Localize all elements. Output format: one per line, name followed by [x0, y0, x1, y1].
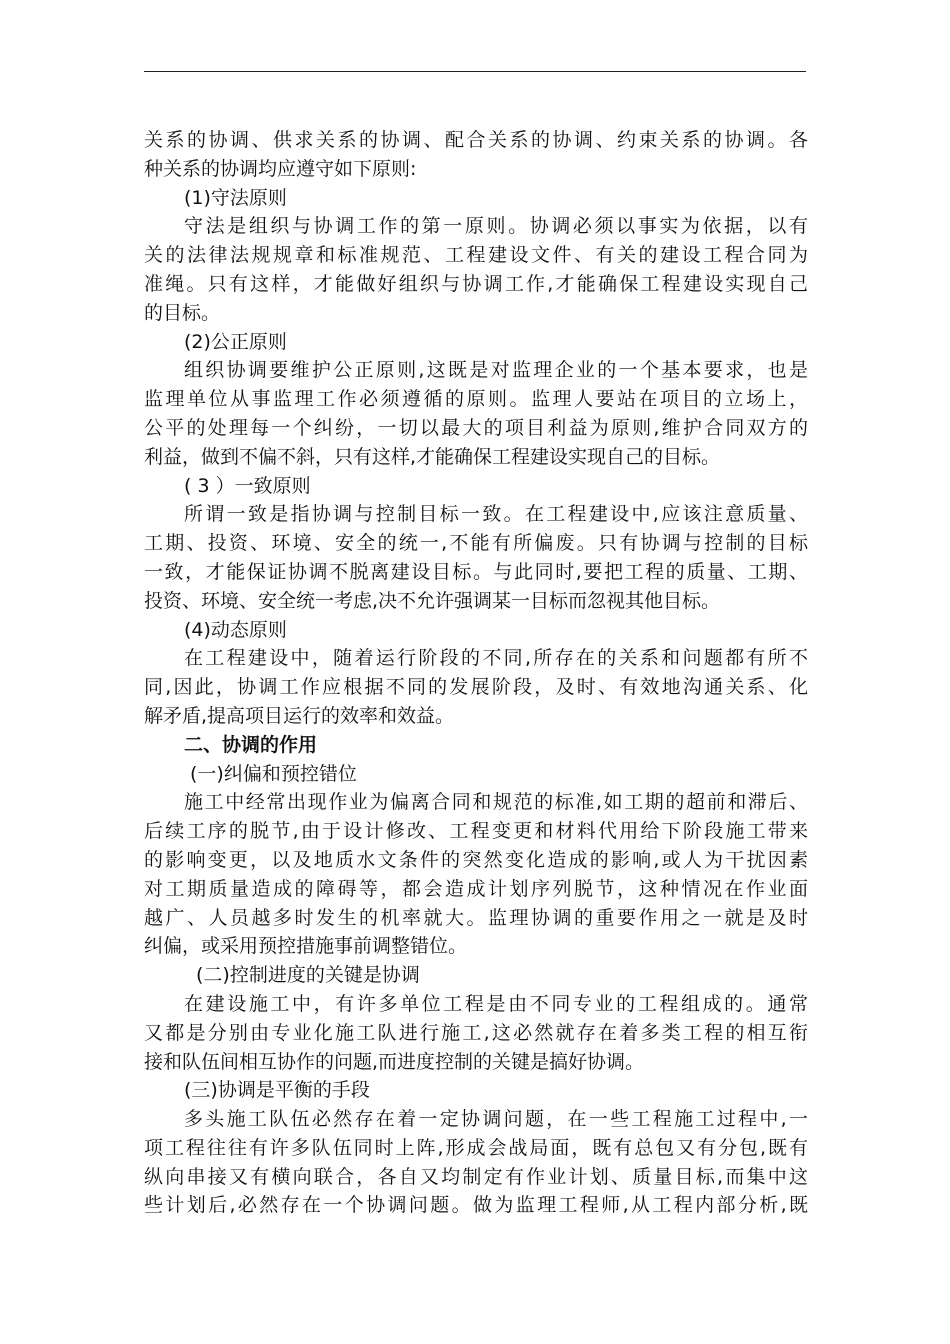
text-line: 对工期质量造成的障碍等，都会造成计划序列脱节，这种情况在作业面	[144, 877, 808, 900]
text-line: 组织协调要维护公正原则,这既是对监理企业的一个基本要求，也是	[184, 359, 808, 382]
text-line: 在建设施工中，有许多单位工程是由不同专业的工程组成的。通常	[184, 992, 808, 1015]
text-line: 同,因此，协调工作应根据不同的发展阶段，及时、有效地沟通关系、化	[144, 676, 808, 699]
text-line: 项工程往往有许多队伍同时上阵,形成会战局面，既有总包又有分包,既有	[144, 1136, 808, 1159]
section-heading: (二)控制进度的关键是协调	[196, 964, 420, 987]
section-heading: (4)动态原则	[184, 618, 287, 641]
text-line: 工期、投资、环境、安全的统一,不能有所偏废。只有协调与控制的目标	[144, 532, 808, 555]
text-line: 一致，才能保证协调不脱离建设目标。与此同时,要把工程的质量、工期、	[144, 560, 808, 583]
text-line: 纠偏，或采用预控措施事前调整错位。	[144, 935, 468, 958]
text-line: 准绳。只有这样，才能做好组织与协调工作,才能确保工程建设实现自己	[144, 272, 808, 295]
text-line: 关的法律法规规章和标准规范、工程建设文件、有关的建设工程合同为	[144, 244, 808, 267]
text-line: 守法是组织与协调工作的第一原则。协调必须以事实为依据，以有	[184, 215, 808, 238]
text-line: 些计划后,必然存在一个协调问题。做为监理工程师,从工程内部分析,既	[144, 1194, 808, 1217]
text-line: 纵向串接又有横向联合，各自又均制定有作业计划、质量目标,而集中这	[144, 1165, 808, 1188]
section-heading: (一)纠偏和预控错位	[190, 762, 357, 785]
text-line: 后续工序的脱节,由于设计修改、工程变更和材料代用给下阶段施工带来	[144, 820, 808, 843]
text-line: 多头施工队伍必然存在着一定协调问题，在一些工程施工过程中,一	[184, 1108, 808, 1131]
text-line: 投资、环境、安全统一考虑,决不允许强调某一目标而忽视其他目标。	[144, 589, 721, 612]
text-line: 关系的协调、供求关系的协调、配合关系的协调、约束关系的协调。各	[144, 129, 808, 151]
text-line: 的目标。	[144, 301, 221, 324]
text-line: 在工程建设中，随着运行阶段的不同,所存在的关系和问题都有所不	[184, 647, 808, 670]
text-line: 所谓一致是指协调与控制目标一致。在工程建设中,应该注意质量、	[184, 503, 808, 526]
section-heading: (1)守法原则	[184, 186, 287, 209]
text-line: 越广、人员越多时发生的机率就大。监理协调的重要作用之一就是及时	[144, 906, 808, 929]
text-line: 种关系的协调均应遵守如下原则:	[144, 157, 417, 180]
text-line: 监理单位从事监理工作必须遵循的原则。监理人要站在项目的立场上，	[144, 388, 808, 411]
text-line: 利益，做到不偏不斜，只有这样,才能确保工程建设实现自己的目标。	[144, 445, 721, 468]
text-line: 的影响变更，以及地质水文条件的突然变化造成的影响,或人为干扰因素	[144, 848, 808, 871]
document-body	[144, 126, 808, 1220]
text-line: 解矛盾,提高项目运行的效率和效益。	[144, 704, 455, 727]
section-heading: ( 3 ）一致原则	[184, 474, 311, 497]
text-line: 施工中经常出现作业为偏离合同和规范的标准,如工期的超前和滞后、	[184, 791, 808, 814]
text-line: 又都是分别由专业化施工队进行施工,这必然就存在着多类工程的相互衔	[144, 1021, 808, 1044]
section-heading: (三)协调是平衡的手段	[184, 1079, 370, 1102]
header-rule	[144, 71, 806, 72]
text-line: 公平的处理每一个纠纷，一切以最大的项目利益为原则,维护合同双方的	[144, 416, 808, 439]
text-line: 接和队伍间相互协作的问题,而进度控制的关键是搞好协调。	[144, 1050, 645, 1073]
section-heading: (2)公正原则	[184, 330, 287, 353]
chapter-heading: 二、协调的作用	[184, 733, 318, 756]
